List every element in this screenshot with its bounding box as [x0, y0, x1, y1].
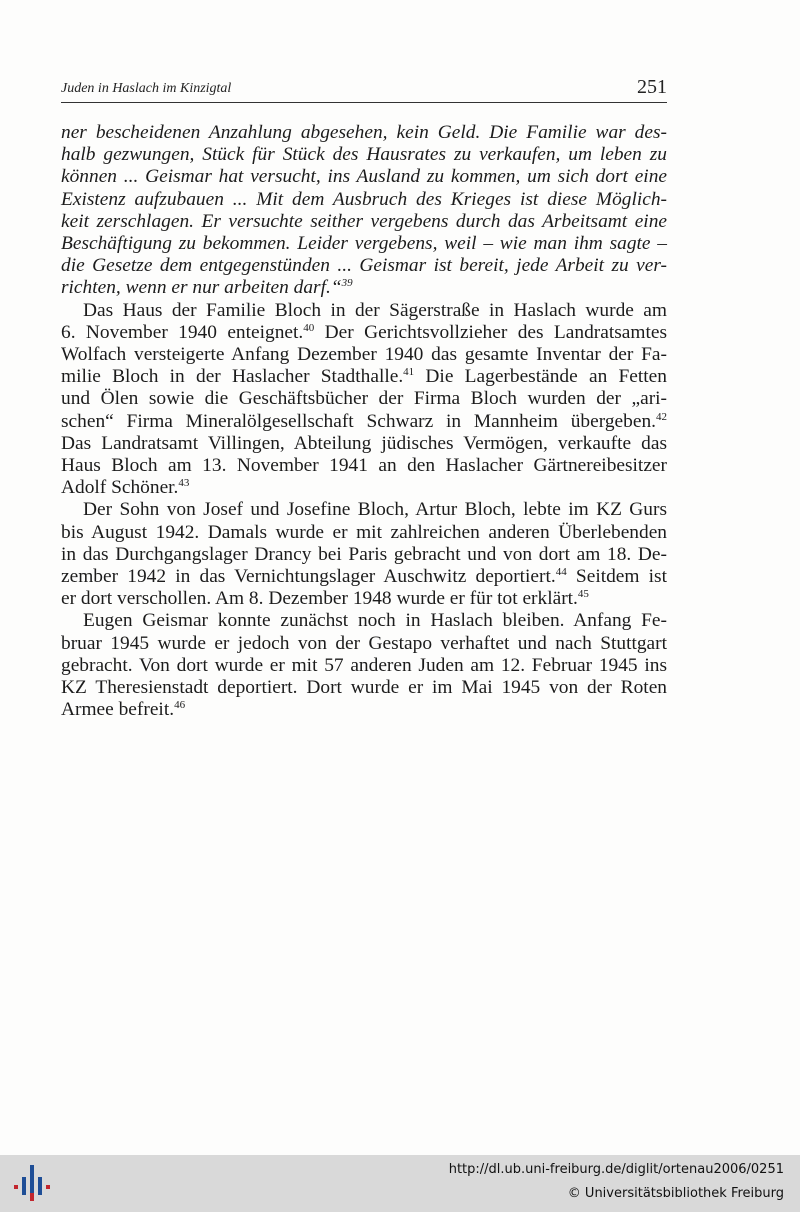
text-line-content: Der Sohn von Josef und Josefine Bloch, Artur Bloch, lebte im KZ Gurs [83, 499, 667, 521]
quote-line [61, 144, 667, 166]
body-text [61, 122, 667, 721]
quote-line-text: Existenz aufzubauen ... Mit dem Ausbruch des Krieges ist diese Möglich- [61, 188, 667, 210]
ub-freiburg-logo-icon [12, 1163, 52, 1203]
text-line-content: Das Landratsamt Villingen, Abteilung jüdisches Vermögen, verkaufte das [61, 432, 667, 454]
quote-line [61, 277, 667, 299]
text-line [61, 655, 667, 677]
text-line [61, 588, 667, 610]
footnote-marker: 41 [403, 366, 415, 379]
text-line-content: er dort verschollen. Am 8. Dezember 1948 wurde er für tot erklärt. [61, 588, 578, 610]
text-line-continuation: Seitdem ist [566, 566, 667, 588]
running-head [61, 78, 667, 103]
text-line [61, 633, 667, 655]
text-line [61, 455, 667, 477]
text-line [61, 677, 667, 699]
text-line [61, 300, 667, 322]
text-line-content: und Ölen sowie die Geschäftsbücher der Firma Bloch wurden der „ari- [61, 388, 667, 410]
quote-line [61, 233, 667, 255]
text-line [61, 477, 667, 499]
copyright-notice: © Universitätsbibliothek Freiburg [567, 1186, 784, 1201]
quote-line [61, 122, 667, 144]
text-line-content: schen“ Firma Mineralölgesellschaft Schwarz in Mannheim übergeben. [61, 410, 656, 432]
footnote-marker: 44 [555, 566, 567, 579]
text-line [61, 699, 667, 721]
text-line-content: Adolf Schöner. [61, 477, 179, 499]
text-line [61, 433, 667, 455]
running-title: Juden in Haslach im Kinzigtal [61, 81, 232, 96]
text-line-content: milie Bloch in der Haslacher Stadthalle. [61, 366, 404, 388]
text-line-continuation: Der Gerichtsvollzieher des Landratsamtes [314, 321, 667, 343]
text-line [61, 610, 667, 632]
text-line [61, 388, 667, 410]
footnote-marker: 39 [341, 277, 353, 290]
footnote-marker: 46 [174, 699, 186, 712]
quoted-passage [61, 122, 667, 300]
quote-line [61, 211, 667, 233]
text-line-content: bis August 1942. Damals wurde er mit zahlreichen anderen Überlebenden [61, 521, 667, 543]
quote-line-text: können ... Geismar hat versucht, ins Ausland zu kommen, um sich dort eine [61, 166, 667, 188]
quote-line [61, 189, 667, 211]
text-line [61, 499, 667, 521]
text-line-content: Armee befreit. [61, 699, 175, 721]
text-line-content: Eugen Geismar konnte zunächst noch in Haslach bleiben. Anfang Fe- [83, 610, 667, 632]
quote-line-text: halb gezwungen, Stück für Stück des Hausrates zu verkaufen, um leben zu [61, 144, 667, 166]
footer-bar [0, 1155, 800, 1212]
paragraphs [61, 300, 667, 722]
text-line [61, 544, 667, 566]
quote-line [61, 166, 667, 188]
text-line-content: 6. November 1940 enteignet. [61, 321, 304, 343]
text-line-content: in das Durchgangslager Drancy bei Paris gebracht und von dort am 18. De- [61, 543, 667, 565]
text-line [61, 344, 667, 366]
quote-line-text: die Gesetze dem entgegenstünden ... Geismar ist bereit, jede Arbeit zu ver- [61, 255, 667, 277]
footnote-marker: 43 [178, 477, 190, 490]
text-line-content: gebracht. Von dort wurde er mit 57 anderen Juden am 12. Februar 1945 ins [61, 654, 667, 676]
paragraph [61, 610, 667, 721]
quote-line-text: richten, wenn er nur arbeiten darf.“ [61, 277, 342, 299]
quote-line-text: Beschäftigung zu bekommen. Leider vergebens, weil – wie man ihm sagte – [61, 233, 667, 255]
footnote-marker: 40 [303, 321, 315, 334]
footnote-marker: 42 [656, 410, 667, 423]
text-line [61, 411, 667, 433]
text-line [61, 522, 667, 544]
quote-line-text: ner bescheidenen Anzahlung abgesehen, kein Geld. Die Familie war des- [61, 122, 667, 143]
source-url-link[interactable]: http://dl.ub.uni-freiburg.de/diglit/ortenau2006/0251 [448, 1162, 784, 1177]
text-line [61, 366, 667, 388]
paragraph [61, 300, 667, 500]
text-line-content: Wolfach versteigerte Anfang Dezember 1940 das gesamte Inventar der Fa- [61, 344, 667, 366]
footnote-marker: 45 [577, 588, 589, 601]
quote-line [61, 255, 667, 277]
text-line-continuation: Die Lagerbestände an Fetten [414, 366, 667, 388]
text-line [61, 566, 667, 588]
text-line-content: bruar 1945 wurde er jedoch von der Gestapo verhaftet und nach Stuttgart [61, 632, 667, 654]
paragraph [61, 499, 667, 610]
text-line [61, 322, 667, 344]
text-line-content: Das Haus der Familie Bloch in der Sägerstraße in Haslach wurde am [83, 299, 667, 321]
quote-line-text: keit zerschlagen. Er versuchte seither vergebens durch das Arbeitsamt eine [61, 210, 667, 232]
page-number: 251 [637, 76, 667, 98]
text-line-content: Haus Bloch am 13. November 1941 an den Haslacher Gärtnereibesitzer [61, 455, 667, 477]
text-line-content: KZ Theresienstadt deportiert. Dort wurde er im Mai 1945 von der Roten [61, 677, 667, 699]
text-line-content: zember 1942 in das Vernichtungslager Auschwitz deportiert. [61, 566, 556, 588]
